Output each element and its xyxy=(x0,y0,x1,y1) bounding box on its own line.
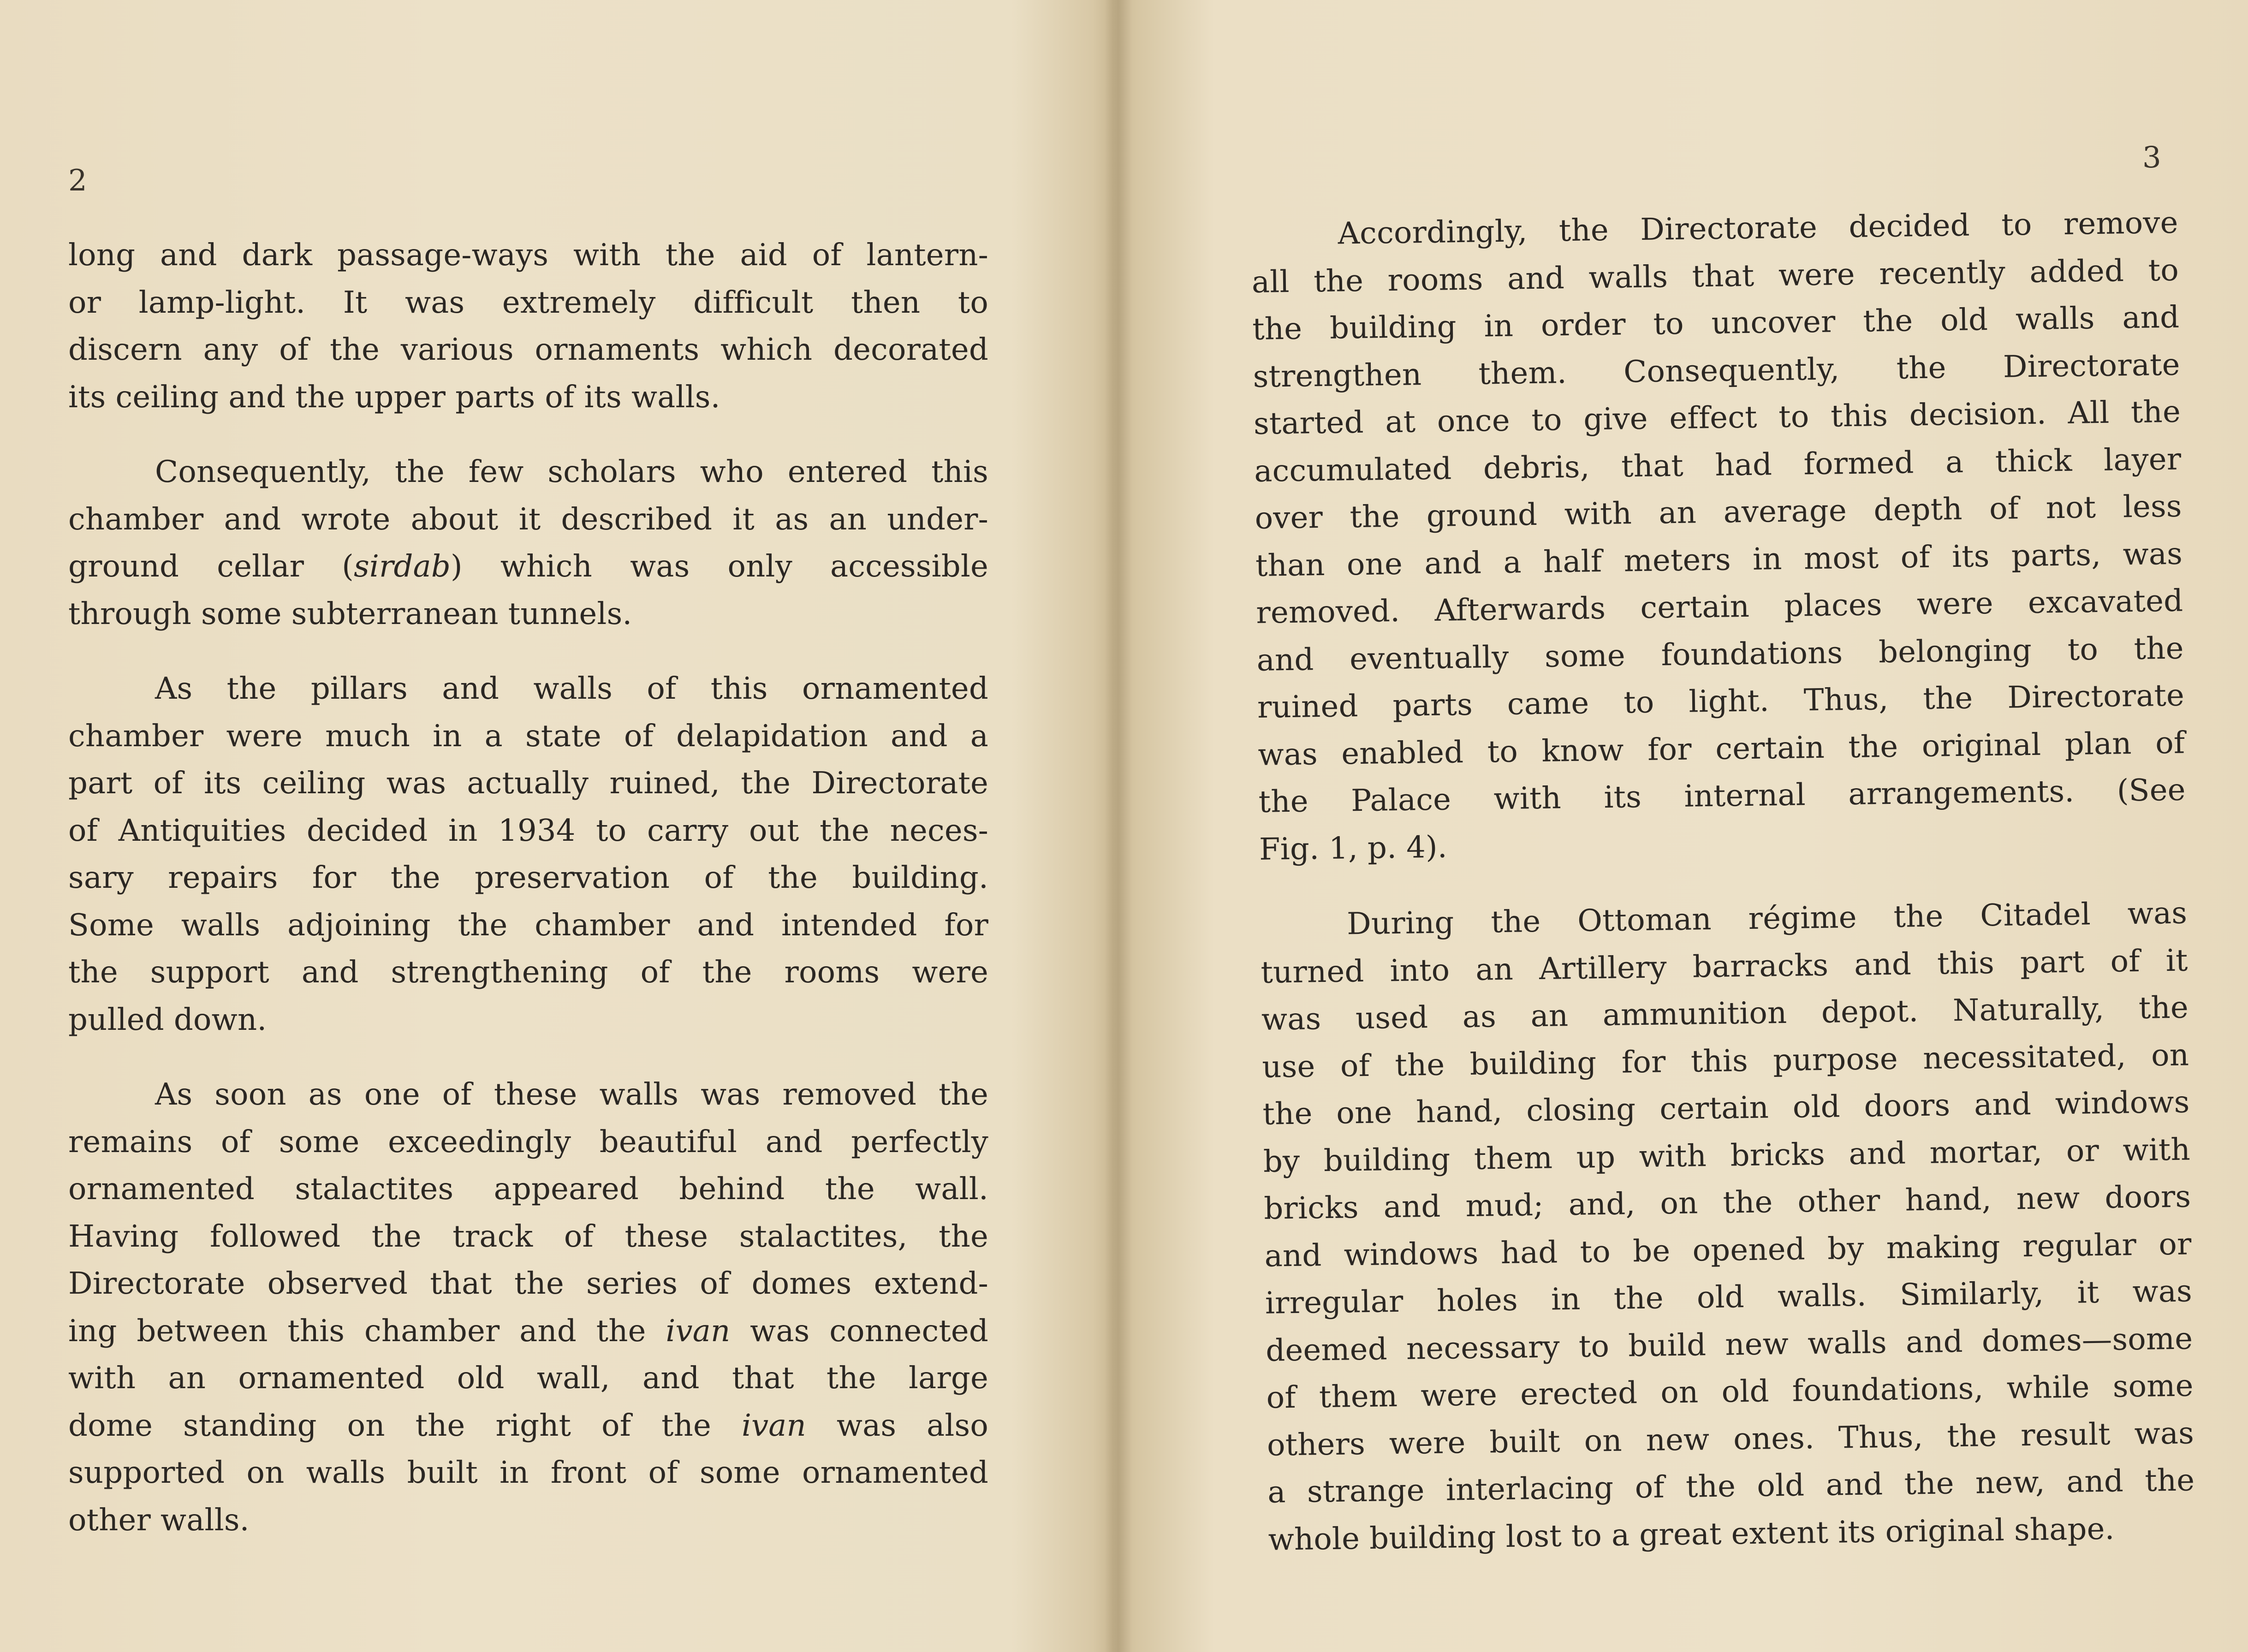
text-line: through some subterranean tunnels. xyxy=(68,596,632,631)
text-line: remains of some exceedingly beautiful and perfectly xyxy=(68,1124,988,1159)
text-line: removed. Afterwards certain places were excavated xyxy=(1255,583,2183,630)
text-line: the building in order to uncover the old walls and xyxy=(1252,299,2180,347)
right-page xyxy=(1125,0,2248,1652)
text-line: bricks and mud; and, on the other hand, new doors xyxy=(1263,1179,2191,1226)
text-line: and windows had to be opened by making regular or xyxy=(1264,1226,2192,1274)
text-line: whole building lost to a great extent its original shape. xyxy=(1268,1511,2115,1557)
text-line: Directorate observed that the series of domes extend- xyxy=(68,1266,988,1301)
text-line: During the Ottoman régime the Citadel was xyxy=(1346,895,2188,942)
text-line: ornamented stalactites appeared behind the wall. xyxy=(68,1171,988,1206)
text-line: irregular holes in the old walls. Similarly, it was xyxy=(1265,1273,2193,1321)
paragraph xyxy=(68,1071,988,1544)
text-line: other walls. xyxy=(68,1502,250,1538)
page-number: 3 xyxy=(2142,141,2161,175)
text-line: Consequently, the few scholars who entered this xyxy=(155,454,988,489)
text-line: Accordingly, the Directorate decided to remove xyxy=(1338,205,2178,251)
text-line: As the pillars and walls of this ornamented xyxy=(155,671,988,706)
text-line: ground cellar (sirdab) which was only accessible xyxy=(68,549,989,584)
paragraph xyxy=(68,448,988,637)
text-line: was enabled to know for certain the original plan of xyxy=(1257,725,2185,773)
text-line: sary repairs for the preservation of the building. xyxy=(68,860,988,895)
text-line: Having followed the track of these stalactites, the xyxy=(68,1218,988,1254)
text-line: dome standing on the right of the ivan was also xyxy=(68,1408,988,1443)
text-line: a strange interlacing of the old and the new, and the xyxy=(1267,1462,2195,1510)
text-line: use of the building for this purpose necessitated, on xyxy=(1261,1037,2189,1085)
text-line: with an ornamented old wall, and that the large xyxy=(68,1361,988,1396)
text-line: turned into an Artillery barracks and this part of it xyxy=(1261,943,2188,990)
text-line: or lamp-light. It was extremely difficult then to xyxy=(68,285,988,320)
text-line: of them were erected on old foundations, while some xyxy=(1266,1368,2194,1415)
paragraph xyxy=(68,665,988,1043)
paragraph xyxy=(68,232,988,421)
text-line: long and dark passage-ways with the aid of lantern- xyxy=(68,238,988,273)
text-line: over the ground with an average depth of not less xyxy=(1255,488,2183,536)
paragraph xyxy=(1251,199,2187,873)
page-body xyxy=(68,232,988,1544)
text-line: ing between this chamber and the ivan was connected xyxy=(68,1313,988,1349)
text-line: others were built on new ones. Thus, the result was xyxy=(1267,1415,2194,1463)
text-line: of Antiquities decided in 1934 to carry out the neces- xyxy=(68,813,988,848)
text-line: strengthen them. Consequently, the Directorate xyxy=(1253,347,2181,394)
text-line: by building them up with bricks and mortar, or with xyxy=(1263,1132,2191,1179)
text-line: accumulated debris, that had formed a thick layer xyxy=(1254,441,2182,489)
text-line: deemed necessary to build new walls and domes—some xyxy=(1265,1320,2193,1368)
text-line: the Palace with its internal arrangements. (See xyxy=(1258,772,2186,820)
text-line: As soon as one of these walls was removed the xyxy=(155,1077,988,1112)
text-line: chamber were much in a state of delapidation and a xyxy=(68,718,988,754)
page-number: 2 xyxy=(68,164,87,198)
text-line: and eventually some foundations belonging to the xyxy=(1256,630,2184,678)
text-line: Some walls adjoining the chamber and intended for xyxy=(68,907,988,943)
text-line: ruined parts came to light. Thus, the Directorate xyxy=(1257,677,2185,725)
paragraph xyxy=(1260,890,2196,1563)
text-line: discern any of the various ornaments which decorated xyxy=(68,332,988,367)
text-line: Fig. 1, p. 4). xyxy=(1259,829,1448,867)
text-line: pulled down. xyxy=(68,1002,267,1037)
text-line: all the rooms and walls that were recently added to xyxy=(1251,252,2179,300)
text-line: supported on walls built in front of some ornamented xyxy=(68,1455,988,1490)
text-line: than one and a half meters in most of its parts, was xyxy=(1255,536,2183,583)
text-line: was used as an ammunition depot. Naturally, the xyxy=(1261,990,2189,1037)
text-line: the one hand, closing certain old doors and windows xyxy=(1262,1084,2190,1132)
text-line: its ceiling and the upper parts of its walls. xyxy=(68,379,720,415)
text-line: started at once to give effect to this decision. All the xyxy=(1253,394,2181,441)
text-line: the support and strengthening of the rooms were xyxy=(68,955,988,990)
text-line: chamber and wrote about it described it as an under- xyxy=(68,501,988,537)
text-line: part of its ceiling was actually ruined, the Directorate xyxy=(68,766,988,801)
left-page xyxy=(0,0,1116,1652)
page-body xyxy=(1251,199,2195,1563)
